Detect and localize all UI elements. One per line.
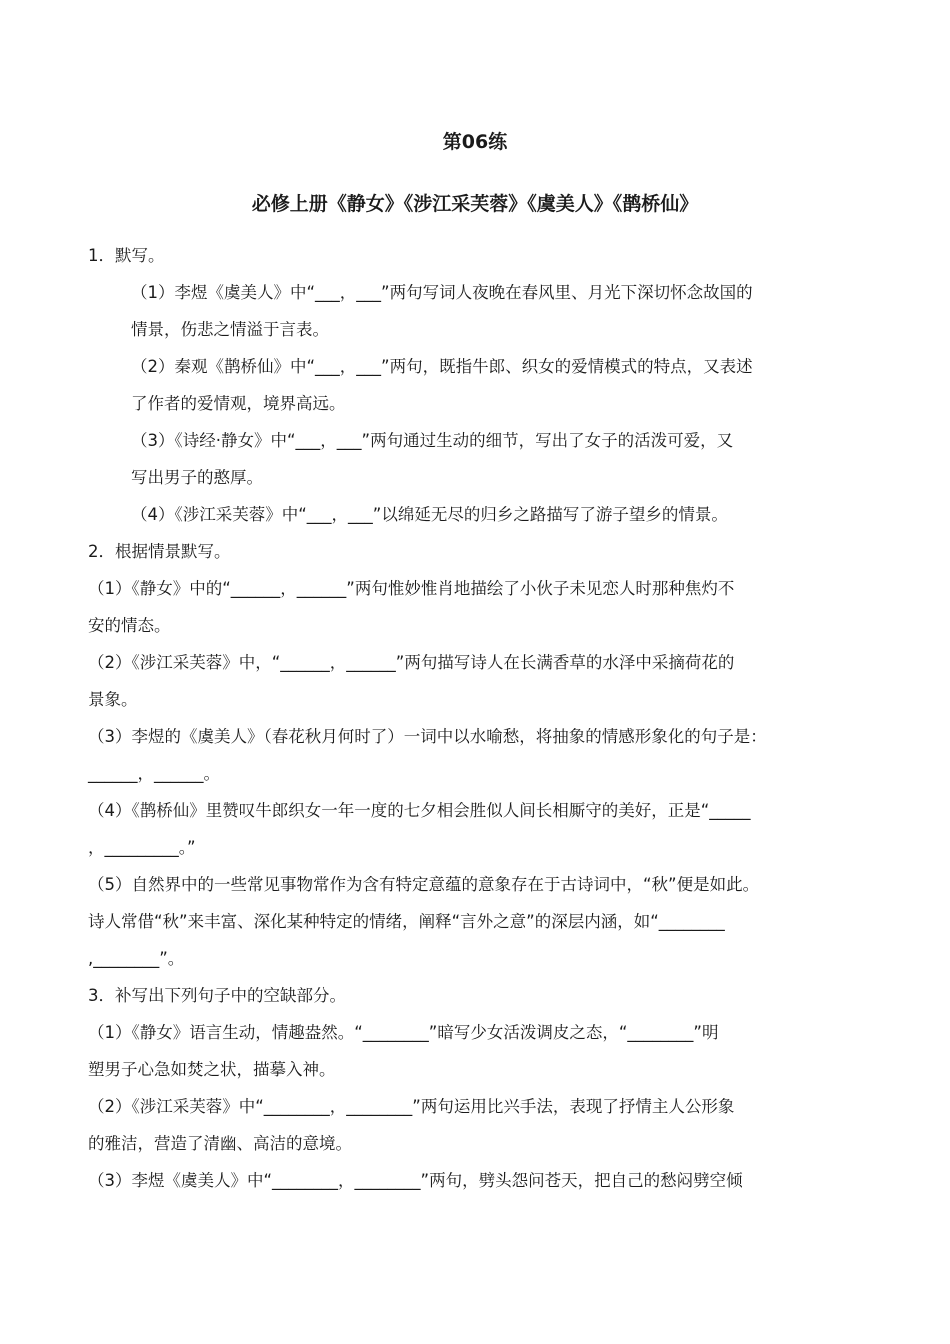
text-line: （4）《鹊桥仙》里赞叹牛郎织女一年一度的七夕相会胜似人间长相厮守的美好，正是“_____	[88, 801, 751, 820]
text-line: ______，______。	[88, 764, 220, 783]
text-line: 景象。	[88, 690, 138, 709]
question-3-heading: 3．补写出下列句子中的空缺部分。	[88, 986, 346, 1005]
text-line: ,________”。	[88, 949, 185, 968]
text-line: （1）《静女》中的“______，______”两句惟妙惟肖地描绘了小伙子未见恋人时那种焦灼不	[88, 579, 735, 598]
text-line: （2）《涉江采芙蓉》中“________，________”两句运用比兴手法，表现了抒情主人公形象	[88, 1097, 735, 1116]
question-1-heading: 1．默写。	[88, 246, 165, 265]
question-2-heading: 2．根据情景默写。	[88, 542, 231, 561]
text-line: （3）李煜的《虞美人》（春花秋月何时了）一词中以水喻愁，将抽象的情感形象化的句子是：	[88, 727, 767, 746]
text-line: 塑男子心急如焚之状，描摹入神。	[88, 1060, 336, 1079]
text-line: （1）《静女》语言生动，情趣盎然。“________”暗写少女活泼调皮之态，“________”明	[88, 1023, 719, 1042]
text-line: （2）《涉江采芙蓉》中，“______，______”两句描写诗人在长满香草的水泽中采摘荷花的	[88, 653, 735, 672]
text-line: 情景，伤悲之情溢于言表。	[131, 320, 329, 339]
text-line: （2）秦观《鹊桥仙》中“___，___”两句，既指牛郎、织女的爱情模式的特点，又表述	[131, 357, 753, 376]
text-line: 安的情态。	[88, 616, 171, 635]
text-line: （5）自然界中的一些常见事物常作为含有特定意蕴的意象存在于古诗词中，“秋”便是如此。	[88, 875, 760, 894]
text-line: 的雅洁，营造了清幽、高洁的意境。	[88, 1134, 352, 1153]
text-line: （4）《涉江采芙蓉》中“___，___”以绵延无尽的归乡之路描写了游子望乡的情景。	[131, 505, 728, 524]
text-line: 写出男子的憨厚。	[131, 468, 263, 487]
text-line: 了作者的爱情观，境界高远。	[131, 394, 346, 413]
text-line: （1）李煜《虞美人》中“___，___”两句写词人夜晚在春风里、月光下深切怀念故国的	[131, 283, 753, 302]
text-line: 诗人常借“秋”来丰富、深化某种特定的情绪，阐释“言外之意”的深层内涵，如“________	[88, 912, 725, 931]
text-line: ，_________。”	[88, 838, 196, 857]
page-subtitle: 必修上册《静女》《涉江采芙蓉》《虞美人》《鹊桥仙》	[251, 193, 699, 215]
page-title: 第06练	[442, 131, 508, 153]
text-line: （3）李煜《虞美人》中“________，________”两句，劈头怨问苍天，把自己的愁闷劈空倾	[88, 1171, 743, 1190]
text-line: （3）《诗经·静女》中“___，___”两句通过生动的细节，写出了女子的活泼可爱，又	[131, 431, 734, 450]
